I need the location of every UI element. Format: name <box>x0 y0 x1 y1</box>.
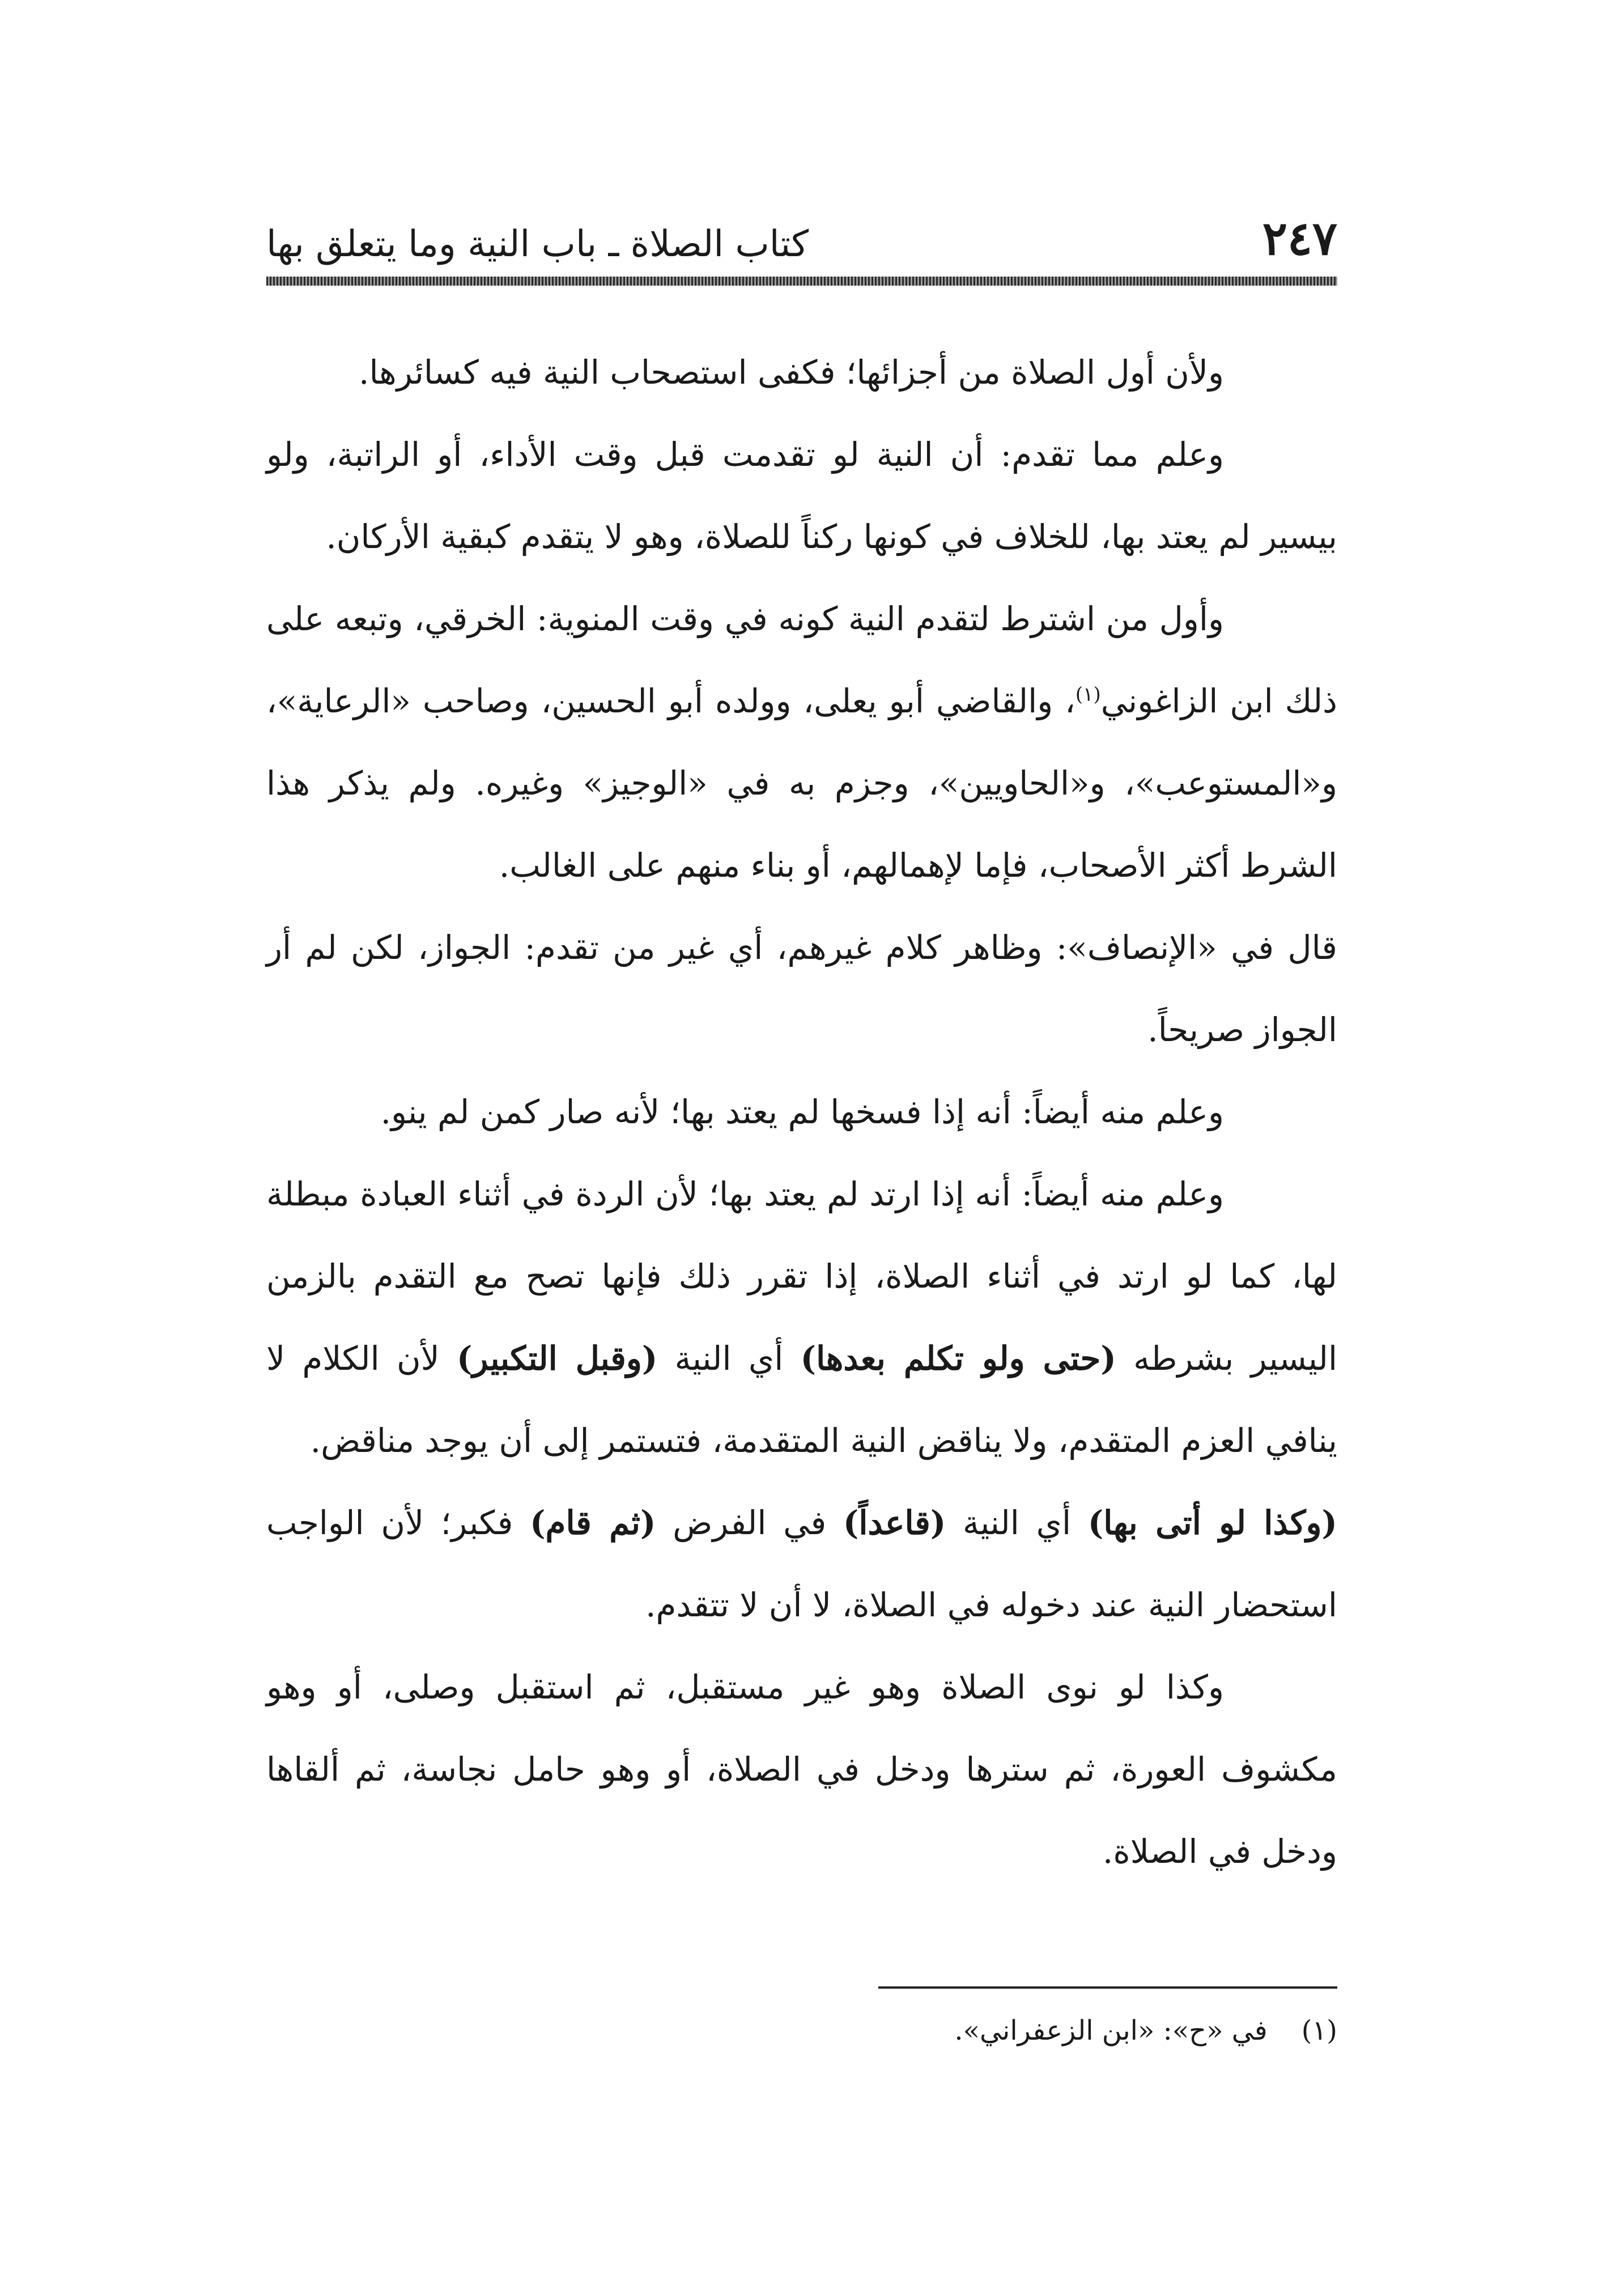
footnote-reference: (١) <box>1075 683 1101 706</box>
footnote <box>266 2012 1337 2050</box>
paragraph-6-part-b: أي النية <box>674 1339 784 1378</box>
paragraph-7-part-b: في الفرض <box>673 1504 827 1542</box>
page-number: ٢٤٧ <box>1262 211 1337 266</box>
paragraph-6 <box>266 1153 1337 1482</box>
matn-phrase-1: (حتى ولو تكلم بعدها) <box>800 1339 1116 1378</box>
page-header <box>266 187 1337 266</box>
paragraph-2: وعلم مما تقدم: أن النية لو تقدمت قبل وقت الأداء، أو الراتبة، ولو بيسير لم يعتد بها، للخلاف في كونها ركناً للصلاة، وهو لا يتقدم كبقية الأركان. <box>266 435 1337 556</box>
header-rule <box>266 277 1337 286</box>
paragraph-7 <box>266 1482 1337 1646</box>
paragraph-3-part-a: وأول من اشترط لتقدم النية كونه في وقت المنوية: الخرقي، وتبعه على ذلك ابن الزاغوني <box>266 600 1338 720</box>
paragraph-1: ولأن أول الصلاة من أجزائها؛ فكفى استصحاب النية فيه كسائرها. <box>359 353 1224 392</box>
paragraph-7-part-a: أي النية <box>963 1504 1072 1542</box>
footnote-marker: (١) <box>1301 2015 1337 2046</box>
footnote-text: في «ح»: «ابن الزعفراني». <box>954 2015 1268 2046</box>
paragraph-7-part-c: فكبر؛ لأن الواجب استحضار النية عند دخوله في الصلاة، لا أن لا تتقدم. <box>266 1504 1337 1624</box>
paragraph-4: قال في «الإنصاف»: وظاهر كلام غيرهم، أي غير من تقدم: الجواز، لكن لم أر الجواز صريحاً. <box>266 928 1337 1049</box>
matn-phrase-5: (ثم قام) <box>530 1504 656 1542</box>
paragraph-3-part-b: ، والقاضي أبو يعلى، وولده أبو الحسين، وصاحب «الرعاية»، و«المستوعب»، و«الحاويين»، وجزم به في «الوجيز» وغيره. ولم يذكر هذا الشرط أكثر الأصحاب، فإما لإهمالهم، أو بناء منهم على الغالب. <box>266 682 1337 885</box>
matn-phrase-4: (قاعداً) <box>843 1504 946 1542</box>
main-text <box>266 332 1337 1893</box>
footnote-rule <box>878 1986 1337 1989</box>
paragraph-6-part-c: لأن الكلام لا ينافي العزم المتقدم، ولا يناقض النية المتقدمة، فتستمر إلى أن يوجد مناقض. <box>266 1339 1337 1460</box>
paragraph-6-part-a: وعلم منه أيضاً: أنه إذا ارتد لم يعتد بها؛ لأن الردة في أثناء العبادة مبطلة لها، كما لو ارتد في أثناء الصلاة، إذا تقرر ذلك فإنها تصح مع التقدم بالزمن اليسير بشرطه <box>266 1175 1338 1378</box>
running-title: كتاب الصلاة ـ باب النية وما يتعلق بها <box>266 223 809 266</box>
paragraph-3 <box>266 578 1337 907</box>
matn-phrase-3: (وكذا لو أتى بها) <box>1087 1504 1337 1542</box>
paragraph-8: وكذا لو نوى الصلاة وهو غير مستقبل، ثم استقبل وصلى، أو وهو مكشوف العورة، ثم سترها ودخل في الصلاة، أو وهو حامل نجاسة، ثم ألقاها ودخل في الصلاة. <box>266 1668 1337 1871</box>
matn-phrase-2: (وقبل التكبير) <box>456 1339 658 1378</box>
paragraph-5: وعلم منه أيضاً: أنه إذا فسخها لم يعتد بها؛ لأنه صار كمن لم ينو. <box>380 1093 1224 1131</box>
